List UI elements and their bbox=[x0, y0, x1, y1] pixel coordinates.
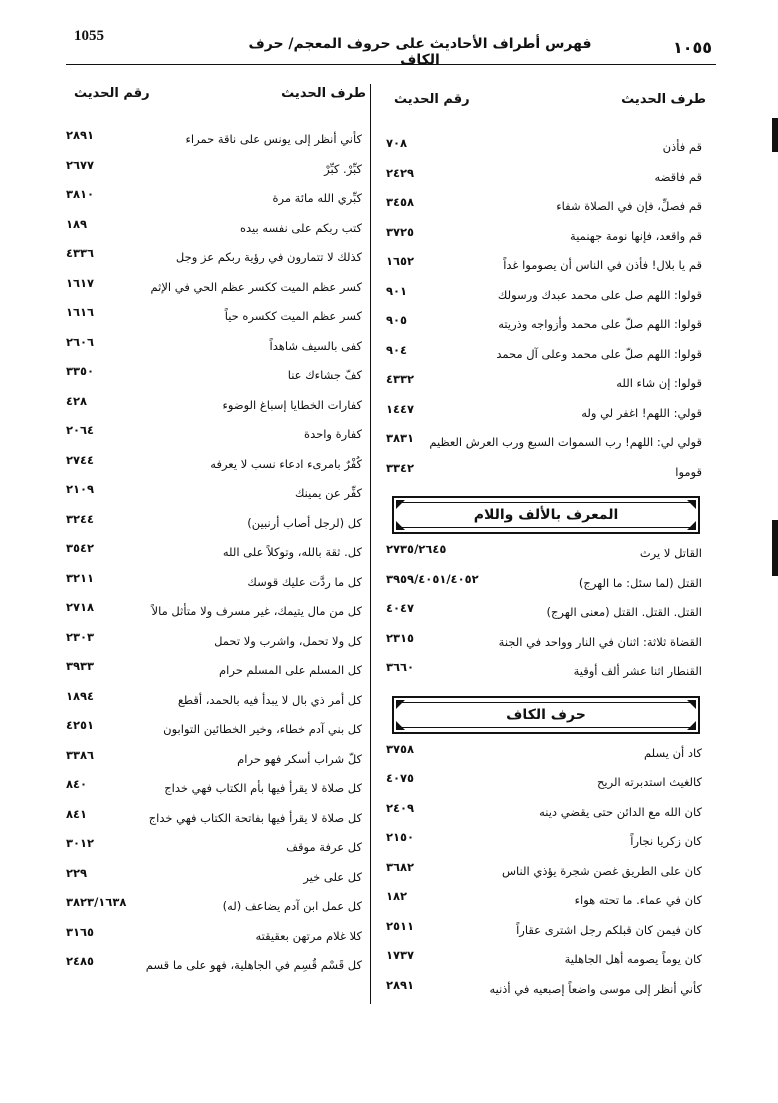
hadith-number: ٢٠٦٤ bbox=[66, 423, 95, 437]
page-edge-mark bbox=[772, 520, 778, 576]
hadith-incipit: كل عرفة موقف bbox=[286, 840, 362, 854]
hadith-number: ٣٣٥٠ bbox=[66, 364, 95, 378]
right-column bbox=[386, 92, 706, 1005]
hadith-number: ٢٧٤٤ bbox=[66, 452, 95, 467]
hadith-number: ٢٥١١ bbox=[386, 918, 415, 933]
hadith-number: ٤٢٨ bbox=[66, 393, 88, 408]
hadith-number: ٤٣٣٢ bbox=[386, 372, 415, 386]
heading-term: طرف الحديث bbox=[281, 86, 366, 101]
index-entry bbox=[66, 834, 366, 864]
index-entry bbox=[66, 893, 366, 923]
hadith-number: ٤٢٥١ bbox=[66, 718, 95, 732]
index-entry bbox=[386, 429, 706, 459]
hadith-number: ٢٤٢٩ bbox=[386, 165, 415, 180]
hadith-incipit: كان الله مع الدائن حتى يقضي دينه bbox=[539, 804, 702, 819]
hadith-incipit: قولوا: اللهم صلّ على محمد وأزواجه وذريته bbox=[498, 317, 702, 331]
hadith-incipit: كتب ربكم على نفسه بيده bbox=[239, 220, 362, 235]
hadith-incipit: قولي: اللهم! اغفر لي وله bbox=[581, 405, 702, 420]
heading-term: طرف الحديث bbox=[621, 92, 706, 107]
hadith-incipit: القضاة ثلاثة: اثنان في النار وواحد في الجنة bbox=[498, 634, 702, 649]
index-entry bbox=[66, 775, 366, 805]
hadith-incipit: قولي لي: اللهم! رب السموات السبع ورب العرش العظيم bbox=[429, 435, 702, 449]
hadith-number: ٢١٠٩ bbox=[66, 482, 95, 496]
index-entry bbox=[66, 657, 366, 687]
hadith-incipit: كل من مال يتيمك، غير مسرف ولا متأثل مالاً bbox=[151, 604, 362, 618]
section-heading-kaf bbox=[392, 696, 700, 734]
index-entry bbox=[386, 599, 706, 629]
index-entry bbox=[66, 126, 366, 156]
index-entry bbox=[386, 769, 706, 799]
hadith-incipit: قم فصلِّ، فإن في الصلاة شفاء bbox=[556, 199, 702, 213]
page-number-latin: 1055 bbox=[74, 28, 104, 44]
index-entry bbox=[386, 946, 706, 976]
index-entry bbox=[66, 451, 366, 481]
column-divider bbox=[370, 84, 371, 1004]
index-entry bbox=[386, 311, 706, 341]
hadith-incipit: كسر عظم الميت ككسر عظم الحي في الإثم bbox=[150, 279, 362, 294]
hadith-number: ٢٣٠٣ bbox=[66, 629, 95, 644]
section-title: حرف الكاف bbox=[506, 706, 586, 723]
index-entry bbox=[66, 421, 366, 451]
hadith-number: ١٨٩ bbox=[66, 216, 88, 231]
hadith-incipit: كل صلاة لا يقرأ فيها بأم الكتاب فهي خداج bbox=[164, 781, 362, 795]
hadith-number: ٢٧١٨ bbox=[66, 600, 95, 614]
hadith-number: ١٨٩٤ bbox=[66, 688, 95, 703]
running-title: فهرس أطراف الأحاديث على حروف المعجم/ حرف الكاف bbox=[248, 36, 592, 68]
index-entry bbox=[386, 629, 706, 659]
index-entry bbox=[386, 799, 706, 829]
index-entry bbox=[66, 244, 366, 274]
index-entry bbox=[66, 185, 366, 215]
hadith-incipit: كان يوماً يصومه أهل الجاهلية bbox=[564, 952, 702, 966]
page-number-arabic: ١٠٥٥ bbox=[672, 38, 712, 57]
hadith-number: ٣٥٤٢ bbox=[66, 541, 95, 555]
section-frame-line bbox=[400, 702, 692, 728]
hadith-incipit: كفارات الخطايا إسباغ الوضوء bbox=[222, 397, 362, 412]
hadith-incipit: كذلك لا تتمارون في رؤية ربكم عز وجل bbox=[175, 250, 362, 264]
index-entry bbox=[386, 134, 706, 164]
index-entry bbox=[66, 598, 366, 628]
index-entry bbox=[66, 687, 366, 717]
hadith-incipit: كاد أن يسلم bbox=[644, 745, 702, 760]
hadith-incipit: كل أمر ذي بال لا يبدأ فيه بالحمد، أقطع bbox=[177, 692, 362, 707]
hadith-incipit: كفِّر عن يمينك bbox=[294, 486, 362, 500]
hadith-number: ٣٢١١ bbox=[66, 570, 95, 585]
entries-list bbox=[66, 126, 366, 982]
heading-number: رقم الحديث bbox=[394, 92, 470, 107]
hadith-incipit: كان فيمن كان قبلكم رجل اشترى عقاراً bbox=[516, 922, 702, 937]
hadith-number: ٢٨٩١ bbox=[386, 977, 415, 992]
hadith-incipit: قم فاقضه bbox=[654, 169, 702, 184]
hadith-incipit: كبِّرْ. كبِّرْ bbox=[324, 161, 362, 176]
hadith-incipit: كل بني آدم خطاء، وخير الخطائين التوابون bbox=[163, 722, 362, 736]
hadith-incipit: قولوا: اللهم صل على محمد عبدك ورسولك bbox=[497, 287, 702, 302]
right-column-heading bbox=[386, 92, 706, 114]
hadith-incipit: القنطار اثنا عشر ألف أوقية bbox=[573, 664, 702, 678]
hadith-incipit: كل ما ردَّت عليك قوسك bbox=[247, 574, 362, 589]
hadith-incipit: كان على الطريق غصن شجرة يؤذي الناس bbox=[501, 863, 702, 878]
hadith-number: ٩٠١ bbox=[386, 283, 408, 298]
index-entry bbox=[66, 716, 366, 746]
index-entry bbox=[386, 740, 706, 770]
hadith-number: ٣٩٣٣ bbox=[66, 659, 95, 673]
hadith-number: ٢٦٠٦ bbox=[66, 334, 95, 349]
corner-ornament bbox=[687, 500, 696, 509]
index-entry bbox=[66, 628, 366, 658]
hadith-incipit: كان في عماء. ما تحته هواء bbox=[574, 893, 702, 907]
corner-ornament bbox=[687, 521, 696, 530]
corner-ornament bbox=[687, 700, 696, 709]
hadith-incipit: كسر عظم الميت ككسره حياً bbox=[224, 309, 362, 323]
hadith-number: ٣٦٦٠ bbox=[386, 660, 415, 674]
index-entry bbox=[386, 282, 706, 312]
corner-ornament bbox=[396, 721, 405, 730]
hadith-number: ٣٧٢٥ bbox=[386, 224, 415, 239]
section-heading-definite-article bbox=[392, 496, 700, 534]
hadith-incipit: كان زكريا نجاراً bbox=[630, 834, 702, 848]
hadith-incipit: قم فأذن bbox=[662, 140, 702, 154]
corner-ornament bbox=[687, 721, 696, 730]
hadith-number: ٣٩٥٩/٤٠٥١/٤٠٥٢ bbox=[386, 571, 479, 586]
hadith-incipit: كأني أنظر إلى يونس على ناقة حمراء bbox=[185, 132, 362, 146]
index-entry bbox=[386, 341, 706, 371]
hadith-incipit: قولوا: اللهم صلّ على محمد وعلى آل محمد bbox=[496, 346, 702, 361]
hadith-number: ٣٨٢٣/١٦٣٨ bbox=[66, 895, 127, 909]
index-entry bbox=[386, 370, 706, 400]
hadith-number: ٣٨١٠ bbox=[66, 187, 95, 201]
entries-mid bbox=[386, 540, 706, 688]
hadith-incipit: كفارة واحدة bbox=[304, 427, 362, 441]
hadith-incipit: كبِّري الله مائة مرة bbox=[272, 191, 362, 205]
hadith-number: ١٦١٦ bbox=[66, 305, 95, 319]
hadith-incipit: قم واقعد، فإنها نومة جهنمية bbox=[570, 228, 702, 243]
hadith-number: ٢٧٣٥/٢٦٤٥ bbox=[386, 542, 447, 556]
corner-ornament bbox=[396, 500, 405, 509]
index-entry bbox=[66, 392, 366, 422]
hadith-number: ٣٣٨٦ bbox=[66, 747, 95, 762]
left-column-heading bbox=[66, 86, 366, 108]
index-entry bbox=[386, 223, 706, 253]
index-entry bbox=[66, 303, 366, 333]
hadith-number: ٢٣١٥ bbox=[386, 630, 415, 645]
index-entry bbox=[66, 539, 366, 569]
index-entry bbox=[386, 858, 706, 888]
hadith-number: ٢٢٩ bbox=[66, 865, 88, 880]
hadith-incipit: كلّ شراب أسكر فهو حرام bbox=[237, 751, 362, 766]
hadith-number: ٣٣٤٢ bbox=[386, 460, 415, 475]
hadith-number: ٣٤٥٨ bbox=[386, 195, 415, 209]
hadith-incipit: القاتل لا يرث bbox=[639, 546, 702, 560]
index-entry bbox=[66, 156, 366, 186]
index-entry bbox=[66, 952, 366, 982]
section-frame-line bbox=[400, 502, 692, 528]
index-entry bbox=[386, 976, 706, 1006]
index-entry bbox=[386, 400, 706, 430]
hadith-incipit: كل (لرجل أصاب أرنبين) bbox=[247, 515, 362, 530]
index-entry bbox=[386, 252, 706, 282]
index-entry bbox=[386, 540, 706, 570]
hadith-number: ٣٨٣١ bbox=[386, 431, 415, 445]
hadith-number: ٤٣٣٦ bbox=[66, 246, 95, 260]
index-entry bbox=[386, 658, 706, 688]
left-column bbox=[66, 86, 366, 982]
hadith-number: ١٨٢ bbox=[386, 889, 408, 903]
index-entry bbox=[66, 362, 366, 392]
hadith-incipit: كل صلاة لا يقرأ فيها بفاتحة الكتاب فهي خداج bbox=[148, 810, 362, 825]
entries-top bbox=[386, 134, 706, 488]
index-entry bbox=[66, 333, 366, 363]
hadith-number: ٣١٦٥ bbox=[66, 924, 95, 939]
hadith-number: ٣٧٥٨ bbox=[386, 741, 415, 756]
hadith-incipit: كفّ جشاءك عنا bbox=[287, 368, 362, 382]
index-entry bbox=[386, 193, 706, 223]
index-entry bbox=[66, 805, 366, 835]
hadith-incipit: القتل (لما سئل: ما الهرج) bbox=[578, 575, 702, 590]
hadith-number: ٨٤٠ bbox=[66, 777, 88, 791]
hadith-number: ٤٠٤٧ bbox=[386, 601, 415, 615]
heading-number: رقم الحديث bbox=[74, 86, 150, 101]
hadith-number: ١٦١٧ bbox=[66, 275, 95, 290]
hadith-incipit: كل على خير bbox=[303, 869, 362, 884]
index-entry bbox=[386, 917, 706, 947]
hadith-incipit: كُفْرٌ بامرىء ادعاء نسب لا يعرفه bbox=[210, 456, 362, 471]
hadith-number: ٢١٥٠ bbox=[386, 830, 415, 844]
section-title: المعرف بالألف واللام bbox=[473, 507, 619, 523]
corner-ornament bbox=[396, 521, 405, 530]
index-entry bbox=[386, 459, 706, 489]
hadith-incipit: قم يا بلال! فأذن في الناس أن يصوموا غداً bbox=[503, 258, 702, 272]
index-entry bbox=[66, 746, 366, 776]
hadith-number: ٣٠١٢ bbox=[66, 836, 95, 850]
hadith-number: ٩٠٤ bbox=[386, 342, 408, 357]
hadith-number: ١٦٥٢ bbox=[386, 254, 415, 268]
index-entry bbox=[386, 570, 706, 600]
hadith-incipit: كل المسلم على المسلم حرام bbox=[219, 663, 362, 677]
hadith-number: ٧٠٨ bbox=[386, 136, 408, 150]
hadith-number: ٢٦٧٧ bbox=[66, 157, 95, 172]
hadith-incipit: كل قَسْم قُسِم في الجاهلية، فهو على ما قسم bbox=[145, 958, 362, 972]
index-entry bbox=[66, 274, 366, 304]
hadith-number: ٢٨٩١ bbox=[66, 128, 95, 142]
hadith-number: ٨٤١ bbox=[66, 806, 88, 821]
hadith-number: ٢٤٠٩ bbox=[386, 800, 415, 815]
hadith-incipit: كل. ثقة بالله، وتوكلاً على الله bbox=[222, 545, 362, 559]
page-edge-mark bbox=[772, 118, 778, 152]
index-entry bbox=[66, 215, 366, 245]
index-entry bbox=[66, 480, 366, 510]
index-entry bbox=[66, 923, 366, 953]
header-rule bbox=[66, 64, 716, 65]
index-entry bbox=[66, 864, 366, 894]
index-entry bbox=[386, 164, 706, 194]
hadith-number: ٣٦٨٢ bbox=[386, 859, 415, 874]
hadith-number: ١٤٤٧ bbox=[386, 401, 415, 416]
hadith-number: ٢٤٨٥ bbox=[66, 954, 95, 968]
hadith-incipit: كل عمل ابن آدم يضاعف (له) bbox=[222, 899, 362, 913]
corner-ornament bbox=[396, 700, 405, 709]
index-entry bbox=[66, 510, 366, 540]
hadith-incipit: قوموا bbox=[675, 464, 702, 479]
hadith-incipit: كل ولا تحمل، واشرب ولا تحمل bbox=[214, 633, 362, 648]
index-entry bbox=[386, 828, 706, 858]
hadith-number: ٣٢٤٤ bbox=[66, 511, 95, 526]
hadith-number: ١٧٣٧ bbox=[386, 948, 415, 962]
index-entry bbox=[66, 569, 366, 599]
hadith-incipit: كأني أنظر إلى موسى واضعاً إصبعيه في أذنيه bbox=[489, 981, 702, 996]
hadith-incipit: كالغيث استدبرته الريح bbox=[596, 775, 702, 789]
entries-bottom bbox=[386, 740, 706, 1006]
hadith-number: ٩٠٥ bbox=[386, 313, 408, 327]
index-entry bbox=[386, 887, 706, 917]
hadith-number: ٤٠٧٥ bbox=[386, 771, 415, 785]
hadith-incipit: قولوا: إن شاء الله bbox=[616, 376, 702, 390]
hadith-incipit: كفى بالسيف شاهداً bbox=[269, 338, 362, 353]
hadith-incipit: القتل. القتل. القتل (معنى الهرج) bbox=[546, 605, 702, 619]
hadith-incipit: كلا غلام مرتهن بعقيقته bbox=[255, 928, 362, 943]
